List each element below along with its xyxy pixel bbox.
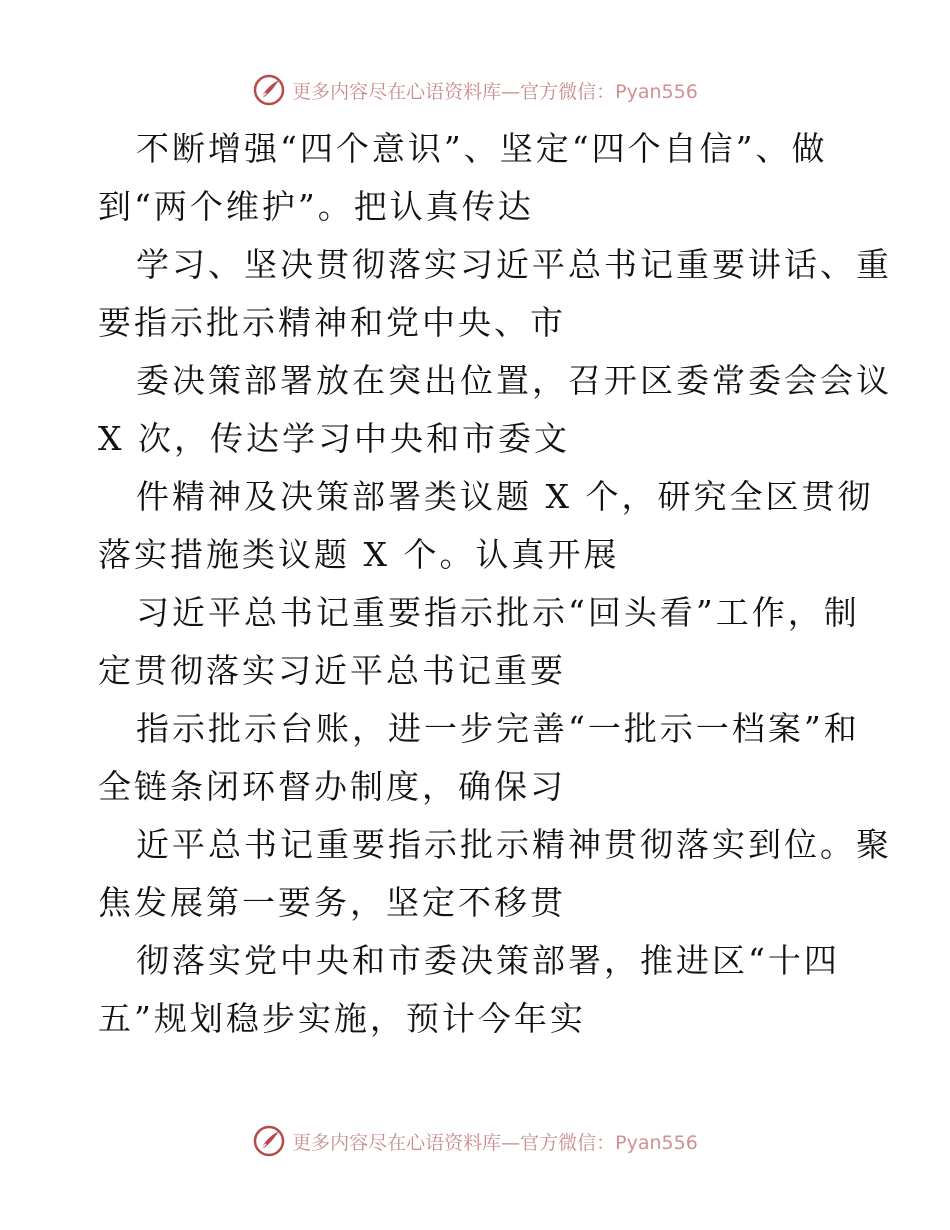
text-line: 学习、坚决贯彻落实习近平总书记重要讲话、重: [136, 245, 892, 284]
text-line: 指示批示台账，进一步完善“一批示一档案”和: [136, 709, 860, 748]
text-line: 近平总书记重要指示批示精神贯彻落实到位。聚: [136, 825, 892, 864]
text-line: 全链条闭环督办制度，确保习: [98, 767, 566, 806]
text-line: X 次，传达学习中央和市委文: [98, 419, 570, 458]
text-line: 件精神及决策部署类议题 X 个，研究全区贯彻: [136, 477, 874, 516]
watermark-text: 更多内容尽在心语资料库—官方微信：Pyan556: [292, 80, 698, 103]
watermark-id: Pyan556: [615, 80, 698, 103]
text-line: 彻落实党中央和市委决策部署，推进区“十四: [136, 941, 840, 980]
text-line: 委决策部署放在突出位置，召开区委常委会会议: [136, 361, 892, 400]
document-body: [98, 120, 892, 1048]
footer-watermark: [0, 1121, 950, 1161]
text-line: 要指示批示精神和党中央、市: [98, 303, 566, 342]
watermark-text: 更多内容尽在心语资料库—官方微信：Pyan556: [292, 1131, 698, 1154]
header-watermark: [0, 70, 950, 110]
text-line: 五”规划稳步实施，预计今年实: [98, 999, 586, 1038]
quill-logo-icon: [252, 73, 286, 107]
text-line: 落实措施类议题 X 个。认真开展: [98, 535, 620, 574]
text-line: 定贯彻落实习近平总书记重要: [98, 651, 566, 690]
text-line: 习近平总书记重要指示批示“回头看”工作，制: [136, 593, 860, 632]
text-line: 到“两个维护”。把认真传达: [98, 187, 534, 226]
quill-logo-icon: [252, 1124, 286, 1158]
text-line: 不断增强“四个意识”、坚定“四个自信”、做: [136, 129, 828, 168]
watermark-id: Pyan556: [615, 1131, 698, 1154]
text-line: 焦发展第一要务，坚定不移贯: [98, 883, 566, 922]
